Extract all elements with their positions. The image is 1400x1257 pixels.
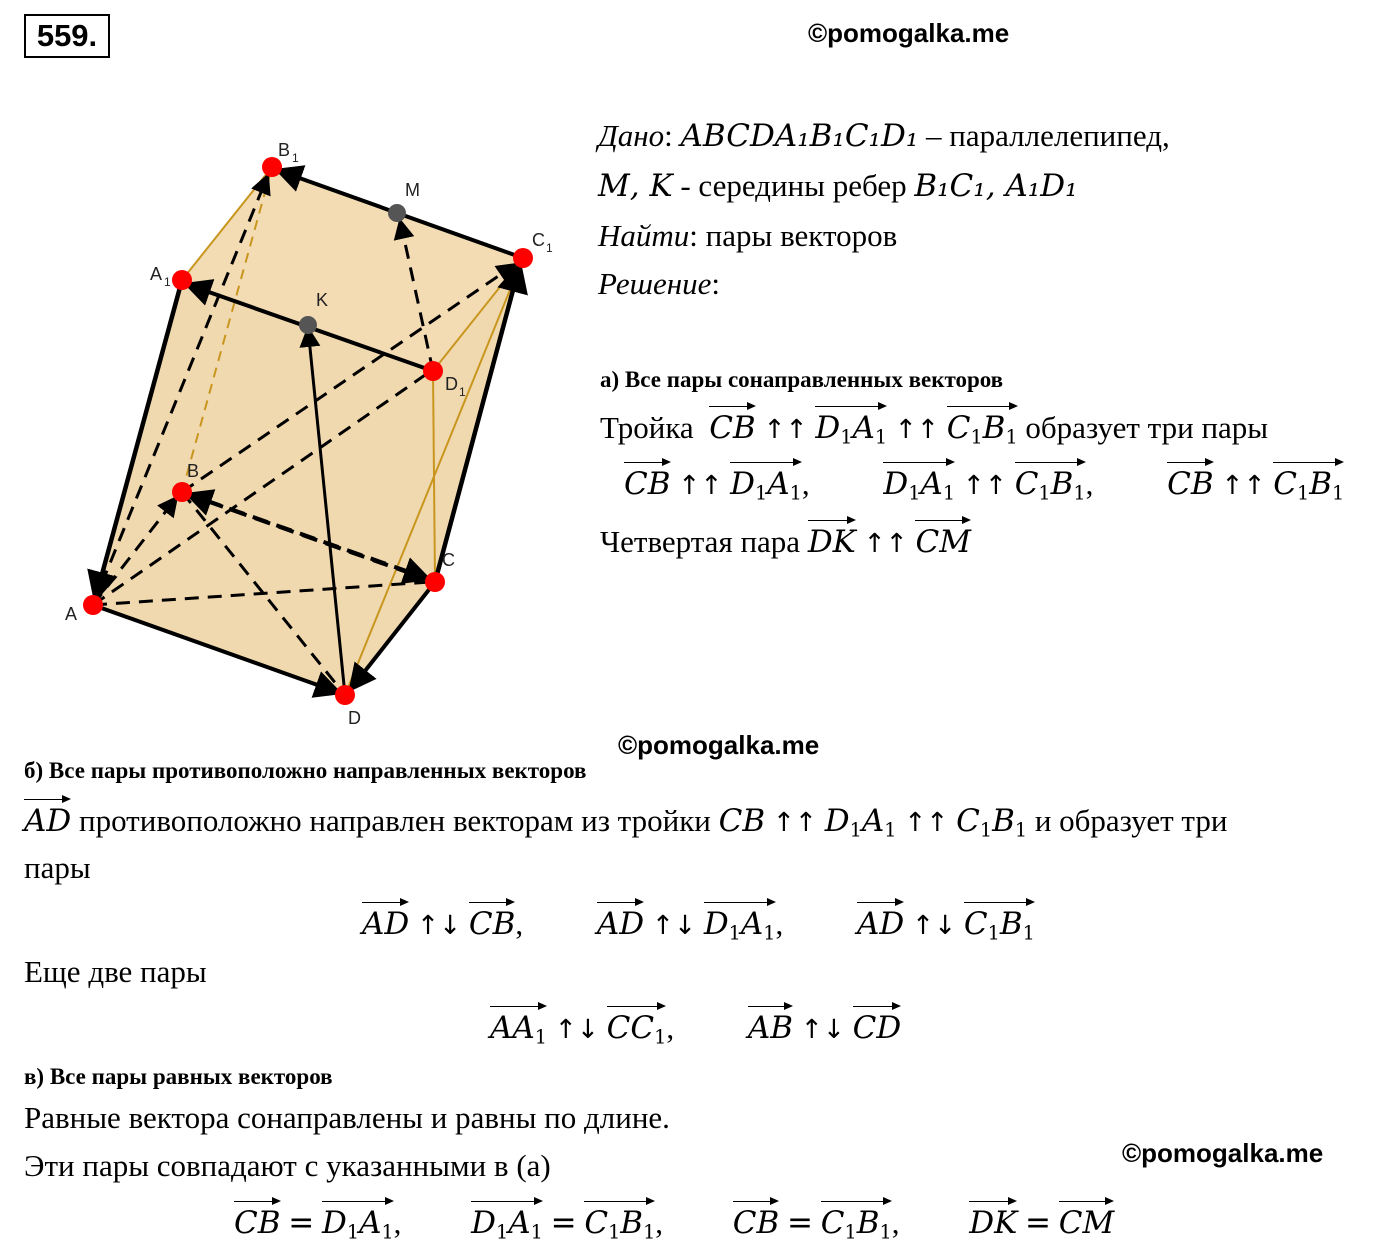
point-m: [388, 204, 406, 222]
point-c: [425, 572, 445, 592]
triple-word: Тройка: [600, 410, 694, 445]
part-c-line2: Эти пары совпадают с указанными в (а): [24, 1148, 551, 1183]
point-a: [83, 595, 103, 615]
part-b-line1: AD противоположно направлен векторам из тройки CB ↑↑ $D_1A_1$ ↑↑ $C_1B_1$ и образует три: [24, 793, 1227, 839]
label-d1-sub: 1: [459, 385, 466, 399]
part-b-two-more: Еще две пары: [24, 954, 207, 989]
part-b-line1-end: и образует три: [1034, 803, 1228, 838]
given-line: Дано: ABCDA₁B₁C₁D₁ – параллелепипед,: [598, 118, 1170, 154]
point-c1: [513, 248, 533, 268]
part-b-extra-pairs-row: $AA_1$ ↑↓ $CC_1$, AB ↑↓ CD: [490, 1000, 901, 1046]
label-c1-sub: 1: [546, 241, 553, 255]
watermark-bottom: ©pomogalka.me: [1122, 1138, 1324, 1168]
point-b: [172, 482, 192, 502]
label-c1: C: [532, 230, 545, 250]
point-a1: [172, 270, 192, 290]
point-d1: [423, 361, 443, 381]
find-line: [598, 218, 897, 254]
part-a-fourth-line: Четвертая пара DK ↑↑ CM: [600, 514, 971, 560]
label-k: K: [316, 290, 329, 310]
parallelepiped-figure: [0, 0, 600, 740]
label-a: A: [65, 604, 78, 624]
watermark-middle: ©pomogalka.me: [618, 730, 820, 760]
label-b: B: [187, 461, 200, 481]
midpoints-line: [598, 168, 1078, 204]
find-rest: : пары векторов: [689, 218, 898, 253]
label-b1: B: [278, 140, 291, 160]
find-label: Найти: [598, 218, 690, 253]
label-c: C: [442, 550, 455, 570]
solution-label: Решение: [598, 266, 712, 301]
part-c-line1: Равные вектора сонаправлены и равны по длине.: [24, 1100, 670, 1135]
problem-number: 559.: [24, 14, 110, 58]
part-a-pairs-row: CB ↑↑ $D_1A_1$, $D_1A_1$ ↑↑ $C_1B_1$, CB ↑↑ $C_1B_1$: [624, 456, 1344, 502]
part-c-header: в) Все пары равных векторов: [24, 1064, 333, 1089]
midpoints-edges: B₁C₁, A₁D₁: [914, 168, 1078, 204]
part-c-equal-pairs-row: CB = $D_1A_1$, $D_1A_1 = C_1B_1$, CB = $C_1B_1$, DK = CM: [234, 1195, 1114, 1241]
given-rest: – параллелепипед,: [918, 118, 1170, 153]
point-b1: [262, 157, 282, 177]
point-k: [299, 316, 317, 334]
midpoints-rest: - середины ребер: [672, 168, 915, 203]
midpoints-names: M, K: [598, 168, 673, 204]
label-d1: D: [445, 374, 458, 394]
part-b-line1-text: противоположно направлен векторам из тройки: [79, 803, 711, 838]
part-a-triple-line: Тройка CB ↑↑ $D_1A_1$ ↑↑ $C_1B_1$ образует три пары: [600, 400, 1268, 446]
triple-rest: образует три пары: [1025, 410, 1269, 445]
given-label: Дано: [598, 118, 665, 153]
point-d: [335, 685, 355, 705]
label-a1-sub: 1: [164, 275, 171, 289]
part-b-header: б) Все пары противоположно направленных векторов: [24, 758, 587, 783]
part-b-line2: пары: [24, 850, 91, 885]
label-b1-sub: 1: [292, 151, 299, 165]
fourth-label: Четвертая пара: [600, 524, 801, 559]
solution-line: Решение:: [598, 266, 720, 301]
part-a-header: а) Все пары сонаправленных векторов: [600, 367, 1004, 392]
label-d: D: [348, 708, 361, 728]
given-shape: ABCDA₁B₁C₁D₁: [680, 118, 919, 154]
label-a1: A: [150, 264, 163, 284]
label-m: M: [405, 180, 420, 200]
watermark-top: ©pomogalka.me: [808, 18, 1010, 48]
part-b-pairs-row: AD ↑↓ CB, AD ↑↓ $D_1A_1$, AD ↑↓ $C_1B_1$: [362, 896, 1035, 942]
